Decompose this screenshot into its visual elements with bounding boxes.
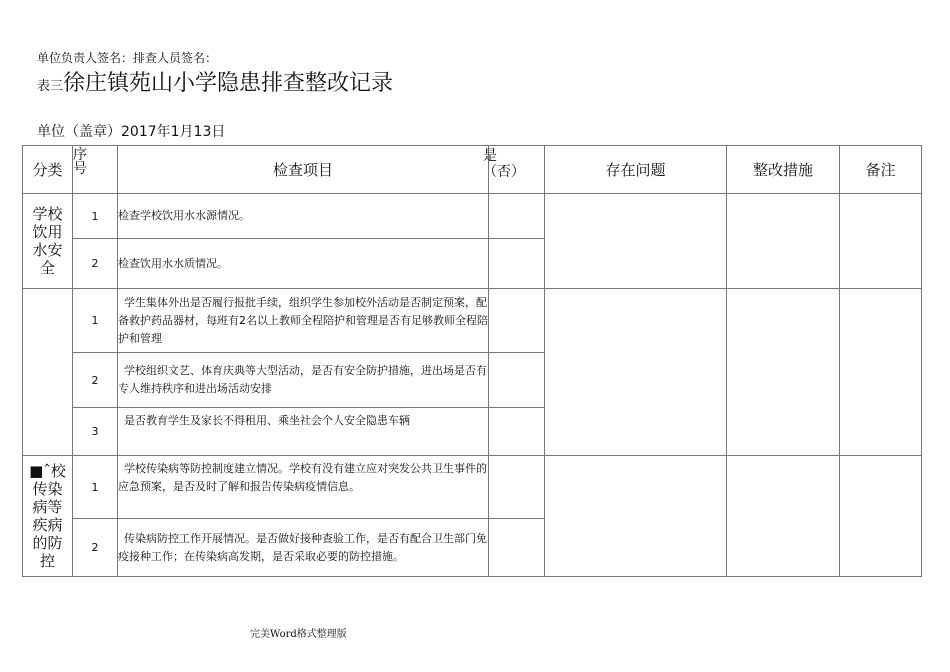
measure-cell [727, 194, 840, 289]
header-problem: 存在问题 [545, 146, 727, 194]
remark-cell [840, 289, 922, 456]
item-cell: 检查饮用水水质情况。 [118, 239, 489, 289]
table-row [23, 289, 922, 353]
measure-cell [727, 289, 840, 456]
yes-no-cell [489, 456, 545, 519]
footer-note: 完美Word格式整理版 [250, 629, 347, 640]
seq-cell: 2 [73, 353, 118, 408]
page-title [37, 66, 393, 97]
category-cell [23, 289, 73, 456]
header-measure: 整改措施 [727, 146, 840, 194]
inspection-table [22, 145, 922, 577]
yes-no-cell [489, 289, 545, 353]
title-main: 徐庄镇苑山小学隐患排查整改记录 [63, 71, 394, 96]
header-category: 分类 [23, 146, 73, 194]
remark-cell [840, 194, 922, 289]
header-seq: 序号 [73, 146, 118, 194]
yes-no-cell [489, 353, 545, 408]
problem-cell [545, 289, 727, 456]
problem-cell [545, 456, 727, 577]
item-cell: 学生集体外出是否履行报批手续，组织学生参加校外活动是否制定预案，配备救护药品器材，每班有2名以上教师全程陪护和管理是否有足够教师全程陪护和管理 [118, 289, 489, 353]
yes-no-cell [489, 194, 545, 239]
item-cell: 传染病防控工作开展情况。是否做好接种查验工作，是否有配合卫生部门免疫接种工作；在传染病高发期，是否采取必要的防控措施。 [118, 519, 489, 577]
seq-cell: 1 [73, 289, 118, 353]
header-remark: 备注 [840, 146, 922, 194]
table-row [23, 456, 922, 519]
title-prefix: 表三 [37, 79, 64, 94]
item-cell: 检查学校饮用水水源情况。 [118, 194, 489, 239]
item-cell: 学校组织文艺、体育庆典等大型活动，是否有安全防护措施，进出场是否有专人维持秩序和进出场活动安排 [118, 353, 489, 408]
category-cell: ■ˆ校传染病等疾病的防控 [23, 456, 73, 577]
table-row [23, 194, 922, 239]
remark-cell [840, 456, 922, 577]
seq-cell: 2 [73, 519, 118, 577]
header-yes-no: 是（否） [489, 146, 545, 194]
measure-cell [727, 456, 840, 577]
header-item: 检查项目 [118, 146, 489, 194]
seq-cell: 1 [73, 456, 118, 519]
problem-cell [545, 194, 727, 289]
yes-no-cell [489, 239, 545, 289]
table-header-row [23, 146, 922, 194]
yes-no-cell [489, 519, 545, 577]
seq-cell: 2 [73, 239, 118, 289]
item-cell: 学校传染病等防控制度建立情况。学校有没有建立应对突发公共卫生事件的应急预案，是否及时了解和报告传染病疫情信息。 [118, 456, 489, 519]
category-cell: 学校饮用水安全 [23, 194, 73, 289]
seq-cell: 3 [73, 408, 118, 456]
unit-line: 单位（盖章）2017年1月13日 [37, 124, 226, 140]
item-cell: 是否教育学生及家长不得租用、乘坐社会个人安全隐患车辆 [118, 408, 489, 456]
signature-line: 单位负责人签名：排查人员签名： [37, 51, 218, 65]
seq-cell: 1 [73, 194, 118, 239]
yes-no-cell [489, 408, 545, 456]
